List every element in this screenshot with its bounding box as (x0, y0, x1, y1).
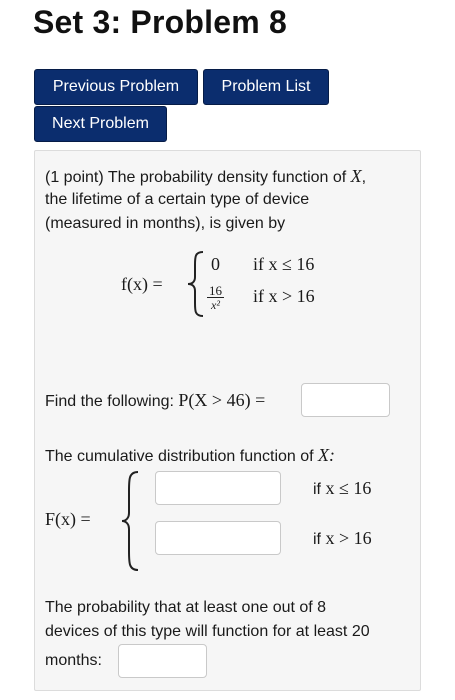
problem-list-button[interactable]: Problem List (203, 69, 329, 105)
find-label: Find the following: (45, 393, 174, 410)
pdf-case2-denominator: x² (211, 298, 220, 312)
cdf-lhs: F(x) = (45, 509, 91, 529)
pdf-case1-condition: if x ≤ 16 (253, 254, 315, 274)
probability-answer-input[interactable] (301, 383, 390, 417)
probability-expression: P(X > 46) = (178, 390, 266, 410)
intro-text: The probability density function of (107, 169, 347, 186)
problem-intro-line3: (measured in months), is given by (45, 215, 286, 232)
cdf-case1-input[interactable] (155, 471, 281, 505)
next-problem-button[interactable]: Next Problem (34, 106, 167, 142)
cdf-case2-condition: if x > 16 (313, 528, 372, 548)
pdf-lhs: f(x) = (121, 274, 163, 294)
pdf-case1-value: 0 (211, 254, 220, 274)
cdf-left-brace-icon (119, 469, 141, 573)
points-label: (1 point) (45, 169, 104, 186)
cdf-variable: X: (318, 445, 336, 465)
variable-x: X (350, 166, 362, 186)
final-question-line2: devices of this type will function for at least 20 (45, 623, 370, 640)
page-title: Set 3: Problem 8 (33, 4, 287, 40)
problem-intro-line1 (45, 164, 366, 190)
final-answer-input[interactable] (118, 644, 207, 678)
final-question-line1: The probability that at least one out of 8 (45, 599, 327, 616)
final-question-line3: months: (45, 652, 102, 669)
find-line (45, 388, 265, 414)
pdf-left-brace-icon (185, 249, 207, 319)
intro-comma: , (361, 169, 367, 186)
problem-intro-line2: the lifetime of a certain type of device (45, 191, 310, 208)
cdf-case1-condition: if x ≤ 16 (313, 478, 372, 498)
cdf-case2-input[interactable] (155, 521, 281, 555)
cdf-intro-line (45, 443, 335, 469)
cdf-intro-text: The cumulative distribution function of (45, 448, 314, 465)
problem-panel (34, 150, 421, 691)
pdf-case2-numerator: 16 (209, 283, 222, 298)
pdf-case2-fraction (207, 284, 224, 312)
pdf-case2-condition: if x > 16 (253, 286, 315, 306)
previous-problem-button[interactable]: Previous Problem (34, 69, 198, 105)
